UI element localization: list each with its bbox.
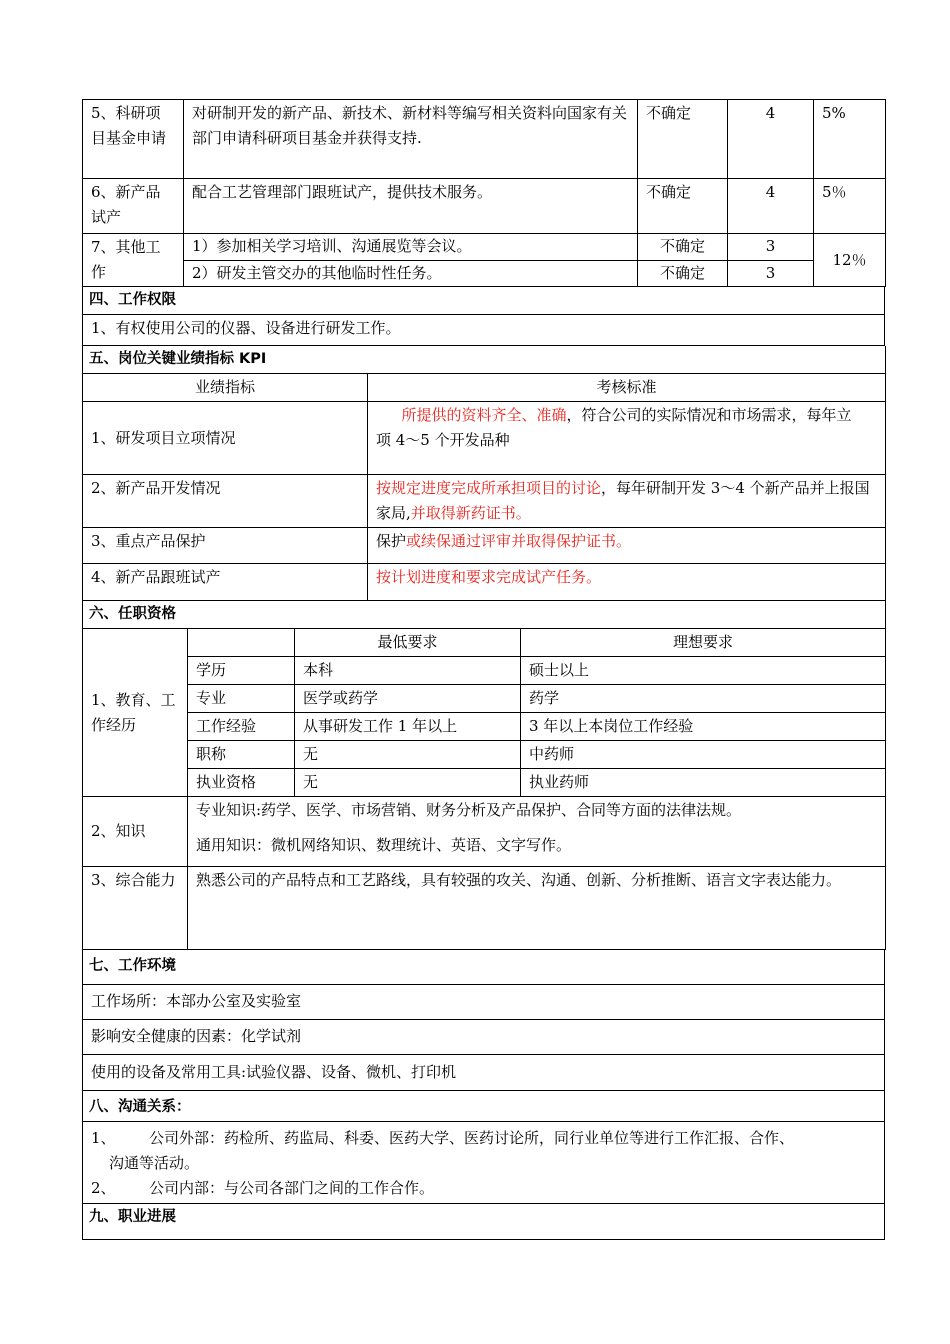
kpi-red-text: 所提供的资料齐全、准确 bbox=[401, 406, 567, 424]
qual-min: 医学或药学 bbox=[295, 685, 521, 713]
qual-item: 职称 bbox=[188, 741, 295, 769]
duty-weight: 5％ bbox=[814, 179, 886, 234]
duty-desc: 配合工艺管理部门跟班试产，提供技术服务。 bbox=[184, 179, 638, 234]
comm-list bbox=[83, 1122, 885, 1204]
comm-cont: 沟通等活动。 bbox=[109, 1154, 200, 1172]
edu-label: 1、教育、工作经历 bbox=[83, 629, 188, 797]
section-heading: 五、岗位关键业绩指标 KPI bbox=[83, 346, 886, 374]
kpi-red-text: 按规定进度完成所承担项目的讨论 bbox=[376, 479, 602, 497]
qual-item: 学历 bbox=[188, 657, 295, 685]
section-heading: 八、沟通关系： bbox=[83, 1091, 885, 1122]
duty-name: 5、科研项目基金申请 bbox=[83, 100, 184, 179]
qual-row bbox=[83, 685, 886, 713]
duty-weight: 5% bbox=[814, 100, 886, 179]
document-page bbox=[82, 99, 885, 1240]
kpi-row bbox=[83, 528, 886, 564]
qual-row bbox=[83, 769, 886, 797]
duty-row bbox=[83, 100, 886, 179]
kpi-col-header: 考核标准 bbox=[368, 374, 886, 402]
qual-item-header bbox=[188, 629, 295, 657]
qual-ideal: 药学 bbox=[521, 685, 886, 713]
kpi-text: ，符合公司的实际情况和市场需求，每年立 bbox=[566, 406, 852, 424]
comm-item bbox=[91, 1176, 876, 1201]
ability-text: 熟悉公司的产品特点和工艺路线，具有较强的攻关、沟通、创新、分析推断、语言文字表达能力。 bbox=[188, 867, 886, 950]
career-section bbox=[82, 1204, 885, 1240]
kpi-row bbox=[83, 564, 886, 601]
qual-min: 无 bbox=[295, 769, 521, 797]
duty-time: 不确定 bbox=[638, 179, 728, 234]
knowledge-content bbox=[188, 797, 886, 867]
kpi-name: 2、新产品开发情况 bbox=[83, 475, 368, 528]
authority-section bbox=[82, 287, 885, 346]
comm-item bbox=[91, 1126, 876, 1151]
communication-section bbox=[82, 1091, 885, 1205]
duty-desc: 1）参加相关学习培训、沟通展览等会议。 bbox=[184, 234, 638, 261]
kpi-standard bbox=[368, 528, 886, 564]
section-heading: 六、任职资格 bbox=[83, 601, 886, 629]
qualification-section bbox=[82, 601, 886, 950]
ideal-header: 理想要求 bbox=[521, 629, 886, 657]
knowledge-pro: 专业知识:药学、医学、市场营销、财务分析及产品保护、合同等方面的法律法规。 bbox=[196, 801, 742, 819]
comm-text: 公司内部：与公司各部门之间的工作合作。 bbox=[149, 1179, 435, 1197]
kpi-red-text: 并取得新药证书。 bbox=[410, 504, 531, 522]
kpi-col-header: 业绩指标 bbox=[83, 374, 368, 402]
comm-num: 2、 bbox=[91, 1179, 116, 1197]
duty-time: 不确定 bbox=[638, 234, 728, 261]
qual-ideal: 执业药师 bbox=[521, 769, 886, 797]
kpi-name: 1、研发项目立项情况 bbox=[83, 402, 368, 475]
kpi-text: ，每年研制开发 3～4 个新产品并上报国家局, bbox=[376, 479, 870, 522]
kpi-name: 4、新产品跟班试产 bbox=[83, 564, 368, 601]
qual-row bbox=[83, 657, 886, 685]
duty-level: 3 bbox=[728, 260, 814, 287]
qual-item: 工作经验 bbox=[188, 713, 295, 741]
authority-item: 1、有权使用公司的仪器、设备进行研发工作。 bbox=[83, 315, 885, 346]
duty-row bbox=[83, 179, 886, 234]
qual-ideal: 中药师 bbox=[521, 741, 886, 769]
section-heading: 七、工作环境 bbox=[83, 950, 885, 984]
section-heading: 九、职业进展 bbox=[83, 1204, 885, 1239]
comm-text: 公司外部：药检所、药监局、科委、医药大学、医药讨论所，同行业单位等进行工作汇报、合作、 bbox=[149, 1129, 795, 1147]
qual-min: 本科 bbox=[295, 657, 521, 685]
qual-min: 从事研发工作 1 年以上 bbox=[295, 713, 521, 741]
duty-level: 4 bbox=[728, 100, 814, 179]
qual-row bbox=[83, 741, 886, 769]
duty-time: 不确定 bbox=[638, 260, 728, 287]
knowledge-gen: 通用知识：微机网络知识、数理统计、英语、文字写作。 bbox=[196, 836, 572, 854]
duties-table bbox=[82, 99, 886, 287]
kpi-row bbox=[83, 475, 886, 528]
duty-desc: 2）研发主管交办的其他临时性任务。 bbox=[184, 260, 638, 287]
kpi-text: 保护 bbox=[376, 532, 407, 550]
duty-desc: 对研制开发的新产品、新技术、新材料等编写相关资料向国家有关部门申请科研项目基金并获得支持. bbox=[184, 100, 638, 179]
kpi-standard bbox=[368, 402, 886, 475]
comm-num: 1、 bbox=[91, 1129, 116, 1147]
kpi-standard bbox=[368, 475, 886, 528]
duty-weight: 12％ bbox=[814, 234, 886, 287]
environment-section bbox=[82, 950, 885, 1091]
duty-row bbox=[83, 260, 886, 287]
env-safety: 影响安全健康的因素：化学试剂 bbox=[83, 1019, 885, 1054]
kpi-row bbox=[83, 402, 886, 475]
ability-label: 3、综合能力 bbox=[83, 867, 188, 950]
kpi-section bbox=[82, 346, 886, 601]
duty-name: 6、新产品试产 bbox=[83, 179, 184, 234]
qual-min: 无 bbox=[295, 741, 521, 769]
kpi-standard bbox=[368, 564, 886, 601]
qual-ideal: 3 年以上本岗位工作经验 bbox=[521, 713, 886, 741]
duty-row bbox=[83, 234, 886, 261]
qual-ideal: 硕士以上 bbox=[521, 657, 886, 685]
env-place: 工作场所：本部办公室及实验室 bbox=[83, 984, 885, 1019]
duty-level: 4 bbox=[728, 179, 814, 234]
duty-name: 7、其他工作 bbox=[83, 234, 184, 287]
qual-row bbox=[83, 713, 886, 741]
kpi-text: 项 4～5 个开发品种 bbox=[376, 431, 510, 449]
env-tools: 使用的设备及常用工具:试验仪器、设备、微机、打印机 bbox=[83, 1054, 885, 1090]
knowledge-label: 2、知识 bbox=[83, 797, 188, 867]
min-header: 最低要求 bbox=[295, 629, 521, 657]
duty-time: 不确定 bbox=[638, 100, 728, 179]
kpi-red-text: 按计划进度和要求完成试产任务。 bbox=[376, 568, 602, 586]
section-heading: 四、工作权限 bbox=[83, 287, 885, 315]
duty-level: 3 bbox=[728, 234, 814, 261]
qual-item: 专业 bbox=[188, 685, 295, 713]
kpi-red-text: 或续保通过评审并取得保护证书。 bbox=[406, 532, 632, 550]
qual-item: 执业资格 bbox=[188, 769, 295, 797]
kpi-name: 3、重点产品保护 bbox=[83, 528, 368, 564]
